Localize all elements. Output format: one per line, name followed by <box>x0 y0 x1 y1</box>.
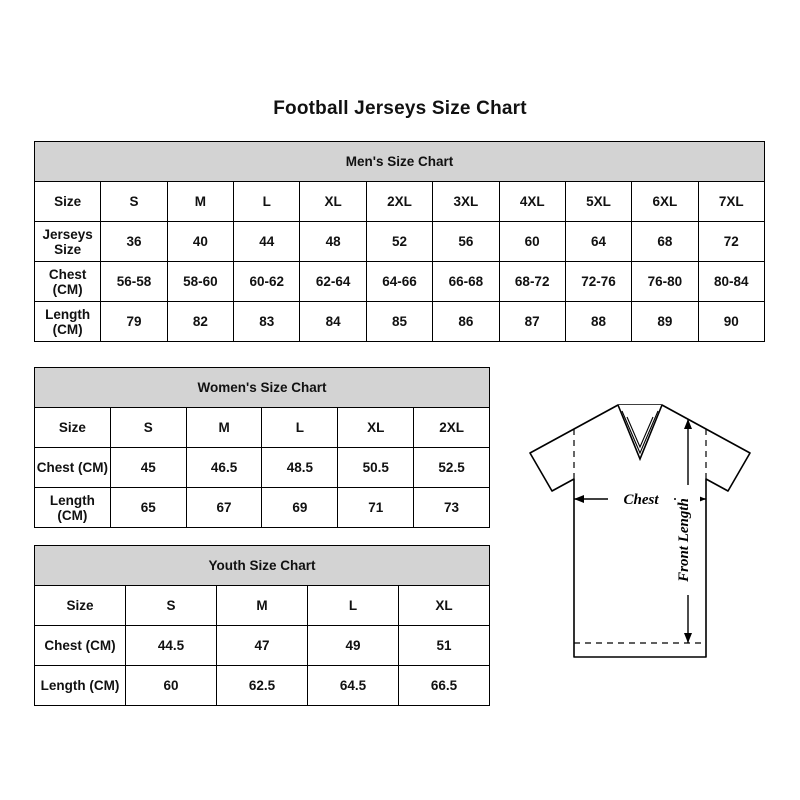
cell-length-xl: 71 <box>338 488 414 528</box>
cell-length-l: 69 <box>262 488 338 528</box>
youth-size-chart-caption: Youth Size Chart <box>35 546 490 586</box>
row-header-chest: Chest (CM) <box>35 626 126 666</box>
cell-chest-m: 58-60 <box>167 262 233 302</box>
cell-size-2xl: 2XL <box>414 408 490 448</box>
cell-chest-s: 44.5 <box>126 626 217 666</box>
cell-length-m: 82 <box>167 302 233 342</box>
row-header-length: Length (CM) <box>35 666 126 706</box>
table-row <box>35 626 490 666</box>
cell-size-m: M <box>217 586 308 626</box>
row-header-size: Size <box>35 586 126 626</box>
cell-chest-s: 56-58 <box>101 262 167 302</box>
cell-size-7xl: 7XL <box>698 182 764 222</box>
cell-chest-xl: 50.5 <box>338 448 414 488</box>
cell-size-xl: XL <box>300 182 366 222</box>
cell-length-m: 62.5 <box>217 666 308 706</box>
cell-size-l: L <box>308 586 399 626</box>
cell-length-m: 67 <box>186 488 262 528</box>
cell-length-s: 60 <box>126 666 217 706</box>
cell-chest-s: 45 <box>110 448 186 488</box>
cell-size-6xl: 6XL <box>632 182 698 222</box>
cell-length-xl: 84 <box>300 302 366 342</box>
cell-jerseys-size-6xl: 68 <box>632 222 698 262</box>
table-row <box>35 448 490 488</box>
cell-length-l: 83 <box>234 302 300 342</box>
row-header-chest: Chest (CM) <box>35 262 101 302</box>
cell-length-xl: 66.5 <box>399 666 490 706</box>
chest-label: Chest <box>623 492 659 508</box>
cell-jerseys-size-m: 40 <box>167 222 233 262</box>
table-row <box>35 302 765 342</box>
cell-size-2xl: 2XL <box>366 182 432 222</box>
cell-size-m: M <box>167 182 233 222</box>
table-caption-row <box>35 546 490 586</box>
table-caption-row <box>35 142 765 182</box>
cell-chest-l: 48.5 <box>262 448 338 488</box>
cell-size-5xl: 5XL <box>565 182 631 222</box>
youth-size-chart-table <box>34 545 490 706</box>
cell-length-4xl: 87 <box>499 302 565 342</box>
cell-chest-l: 60-62 <box>234 262 300 302</box>
cell-length-3xl: 86 <box>433 302 499 342</box>
cell-jerseys-size-4xl: 60 <box>499 222 565 262</box>
row-header-length: Length (CM) <box>35 302 101 342</box>
cell-length-5xl: 88 <box>565 302 631 342</box>
cell-chest-l: 49 <box>308 626 399 666</box>
row-header-chest: Chest (CM) <box>35 448 111 488</box>
cell-chest-m: 47 <box>217 626 308 666</box>
cell-chest-xl: 51 <box>399 626 490 666</box>
cell-chest-2xl: 64-66 <box>366 262 432 302</box>
womens-size-chart-caption: Women's Size Chart <box>35 368 490 408</box>
cell-chest-4xl: 68-72 <box>499 262 565 302</box>
table-row <box>35 408 490 448</box>
mens-size-chart-table <box>34 141 765 342</box>
cell-jerseys-size-s: 36 <box>101 222 167 262</box>
cell-jerseys-size-5xl: 64 <box>565 222 631 262</box>
cell-length-s: 65 <box>110 488 186 528</box>
cell-jerseys-size-l: 44 <box>234 222 300 262</box>
cell-length-6xl: 89 <box>632 302 698 342</box>
cell-length-l: 64.5 <box>308 666 399 706</box>
cell-size-l: L <box>262 408 338 448</box>
cell-size-s: S <box>110 408 186 448</box>
table-row <box>35 488 490 528</box>
cell-jerseys-size-3xl: 56 <box>433 222 499 262</box>
table-row <box>35 666 490 706</box>
table-caption-row <box>35 368 490 408</box>
cell-jerseys-size-2xl: 52 <box>366 222 432 262</box>
row-header-jerseys-size: Jerseys Size <box>35 222 101 262</box>
table-row <box>35 586 490 626</box>
table-row <box>35 182 765 222</box>
cell-size-xl: XL <box>399 586 490 626</box>
cell-size-4xl: 4XL <box>499 182 565 222</box>
cell-chest-7xl: 80-84 <box>698 262 764 302</box>
front-length-label: Front Length <box>676 498 692 582</box>
tshirt-measurement-diagram <box>500 395 780 695</box>
page-title: Football Jerseys Size Chart <box>273 98 527 119</box>
row-header-size: Size <box>35 408 111 448</box>
cell-chest-6xl: 76-80 <box>632 262 698 302</box>
cell-chest-5xl: 72-76 <box>565 262 631 302</box>
row-header-size: Size <box>35 182 101 222</box>
row-header-length: Length (CM) <box>35 488 111 528</box>
cell-size-xl: XL <box>338 408 414 448</box>
cell-chest-2xl: 52.5 <box>414 448 490 488</box>
cell-length-s: 79 <box>101 302 167 342</box>
cell-length-2xl: 85 <box>366 302 432 342</box>
cell-size-3xl: 3XL <box>433 182 499 222</box>
cell-chest-3xl: 66-68 <box>433 262 499 302</box>
cell-length-2xl: 73 <box>414 488 490 528</box>
cell-jerseys-size-7xl: 72 <box>698 222 764 262</box>
cell-size-l: L <box>234 182 300 222</box>
mens-size-chart-caption: Men's Size Chart <box>35 142 765 182</box>
cell-chest-m: 46.5 <box>186 448 262 488</box>
womens-size-chart-table <box>34 367 490 528</box>
cell-chest-xl: 62-64 <box>300 262 366 302</box>
table-row <box>35 222 765 262</box>
cell-size-m: M <box>186 408 262 448</box>
cell-length-7xl: 90 <box>698 302 764 342</box>
cell-size-s: S <box>101 182 167 222</box>
cell-jerseys-size-xl: 48 <box>300 222 366 262</box>
cell-size-s: S <box>126 586 217 626</box>
table-row <box>35 262 765 302</box>
